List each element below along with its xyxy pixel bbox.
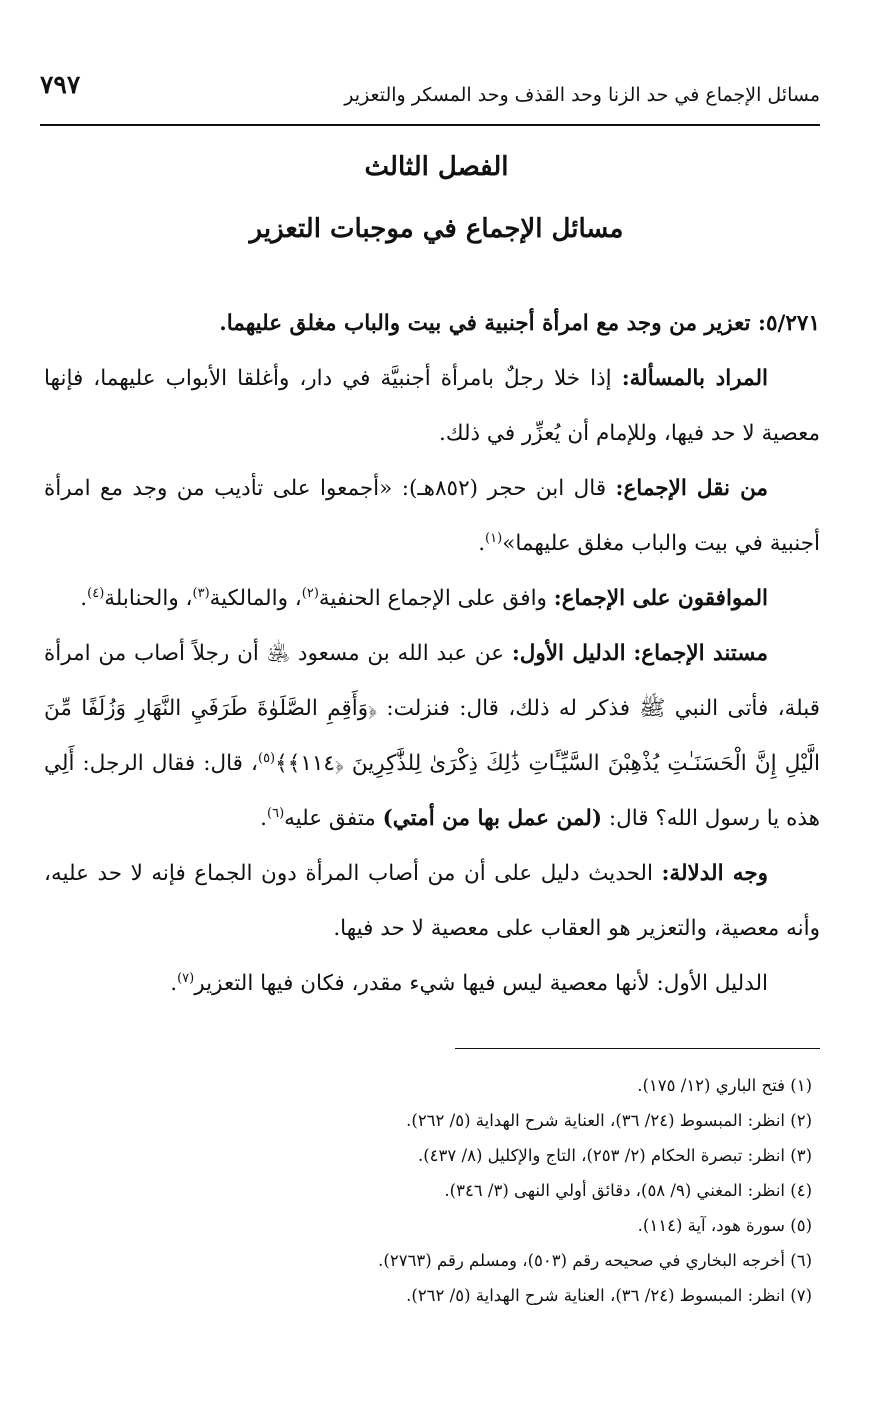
agreers-label: الموافقون على الإجماع: <box>553 586 768 611</box>
footnote-ref: (٥) <box>257 750 276 766</box>
footnotes <box>44 1068 812 1313</box>
footnote-separator <box>455 1048 820 1049</box>
chapter-label: الفصل الثالث <box>364 152 509 182</box>
paragraph-inference <box>44 846 820 956</box>
footnote: (١) فتح الباري (١٢/ ١٧٥). <box>637 1076 812 1095</box>
paragraph-second-evidence: الدليل الأول: لأنها معصية ليس فيها شيء مقدر، فكان فيها التعزير$^{(٧)}$. <box>170 970 768 996</box>
basis-text: عن عبد الله بن مسعود ﵁ أن رجلاً أصاب من امرأة قبلة، فأتى النبي ﷺ فذكر له ذلك، قال: فنزلت: ﴿وَأَقِمِ الصَّلَوٰةَ طَرَفَيِ النَّهَارِ وَزُلَفًا مِّنَ الَّيْلِ إِنَّ الْحَسَنَـٰتِ يُذْهِبْنَ السَّيِّـَٔاتِ ذَٰلِكَ ذِكْرَىٰ لِلذَّٰكِرِينَ ﴿١١٤﴾﴾ <box>44 641 820 776</box>
footnote-ref: (٣) <box>192 585 210 601</box>
footnote-ref: (٢) <box>301 585 319 601</box>
second-evidence-text: لأنها معصية ليس فيها شيء مقدر، فكان فيها التعزير <box>194 971 650 996</box>
footnote-ref: (١) <box>485 530 503 546</box>
body-text <box>44 296 820 1011</box>
basis-text: ، قال: فقال الرجل: أَلِي هذه يا رسول الله؟ قال: <box>44 751 820 831</box>
agreers-text: وافق على الإجماع الحنفية <box>318 586 547 611</box>
meaning-label: المراد بالمسألة: <box>621 366 768 391</box>
issue-heading: ٥/٢٧١: تعزير من وجد مع امرأة أجنبية في بيت والباب مغلق عليهما. <box>219 311 820 336</box>
second-evidence-label: الدليل الأول: <box>656 971 768 996</box>
running-header-title: مسائل الإجماع في حد الزنا وحد القذف وحد المسكر والتعزير <box>344 84 820 106</box>
page-number: ٧٩٧ <box>40 70 81 99</box>
running-header <box>40 66 820 126</box>
paragraph-transmitter: من نقل الإجماع: قال ابن حجر (٨٥٢هـ): «أجمعوا على تأديب من وجد مع امرأة أجنبية في بيت والباب مغلق عليهما»$^{(١)}$. <box>44 476 820 556</box>
paragraph-meaning <box>44 351 820 461</box>
footnote: (٤) انظر: المغني (٩/ ٥٨)، دقائق أولي النهى (٣/ ٣٤٦). <box>444 1181 812 1200</box>
footnote: (٣) انظر: تبصرة الحكام (٢/ ٢٥٣)، التاج والإكليل (٨/ ٤٣٧). <box>417 1146 812 1165</box>
footnote-ref: (٦) <box>267 805 285 821</box>
footnote-ref: (٤) <box>87 585 105 601</box>
basis-text: متفق عليه <box>284 806 383 831</box>
footnote: (٧) انظر: المبسوط (٢٤/ ٣٦)، العناية شرح الهداية (٥/ ٢٦٢). <box>406 1286 812 1305</box>
transmitter-label: من نقل الإجماع: <box>615 476 768 501</box>
inference-text: الحديث دليل على أن من أصاب المرأة دون الجماع فإنه لا حد عليه، وأنه معصية، والتعزير هو العقاب على معصية لا حد فيها. <box>44 861 820 941</box>
paragraph-agreers: الموافقون على الإجماع: وافق على الإجماع الحنفية$^{(٢)}$، والمالكية$^{(٣)}$، والحنابلة$^{(٤)}$. <box>80 585 768 611</box>
chapter-title: مسائل الإجماع في موجبات التعزير <box>249 214 624 244</box>
hadith-quote: (لمن عمل بها من أمتي) <box>382 806 602 831</box>
inference-label: وجه الدلالة: <box>661 861 768 886</box>
paragraph-basis: مستند الإجماع: الدليل الأول: عن عبد الله بن مسعود ﵁ أن رجلاً أصاب من امرأة قبلة، فأتى النبي ﷺ فذكر له ذلك، قال: فنزلت: ﴿وَأَقِمِ الصَّلَوٰةَ طَرَفَيِ النَّهَارِ وَزُلَفًا مِّنَ الَّيْلِ إِنَّ الْحَسَنَـٰتِ يُذْهِبْنَ السَّيِّـَٔاتِ ذَٰلِكَ ذِكْرَىٰ لِلذَّٰكِرِينَ ﴿١١٤﴾﴾$^{(٥)}$، قال: فقال الرجل: أَلِي هذه يا رسول الله؟ قال: (لمن عمل بها من أمتي) متفق عليه$^{(٦)}$. <box>44 641 820 831</box>
basis-label: مستند الإجماع: <box>633 641 768 666</box>
footnote: (٥) سورة هود، آية (١١٤). <box>637 1216 812 1235</box>
transmitter-text: قال ابن حجر (٨٥٢هـ): «أجمعوا على تأديب من وجد مع امرأة أجنبية في بيت والباب مغلق عليهما» <box>44 476 820 556</box>
footnote-ref: (٧) <box>177 970 195 986</box>
basis-first-label: الدليل الأول: <box>511 641 626 666</box>
footnote: (٢) انظر: المبسوط (٢٤/ ٣٦)، العناية شرح الهداية (٥/ ٢٦٢). <box>406 1111 812 1130</box>
meaning-text: إذا خلا رجلٌ بامرأة أجنبيَّة في دار، وأغلقا الأبواب عليهما، فإنها معصية لا حد فيها، وللإمام أن يُعزِّر في ذلك. <box>44 366 820 446</box>
agreers-text: ، والمالكية <box>209 586 302 611</box>
agreers-text: ، والحنابلة <box>104 586 193 611</box>
footnote: (٦) أخرجه البخاري في صحيحه رقم (٥٠٣)، ومسلم رقم (٢٧٦٣). <box>378 1251 812 1270</box>
